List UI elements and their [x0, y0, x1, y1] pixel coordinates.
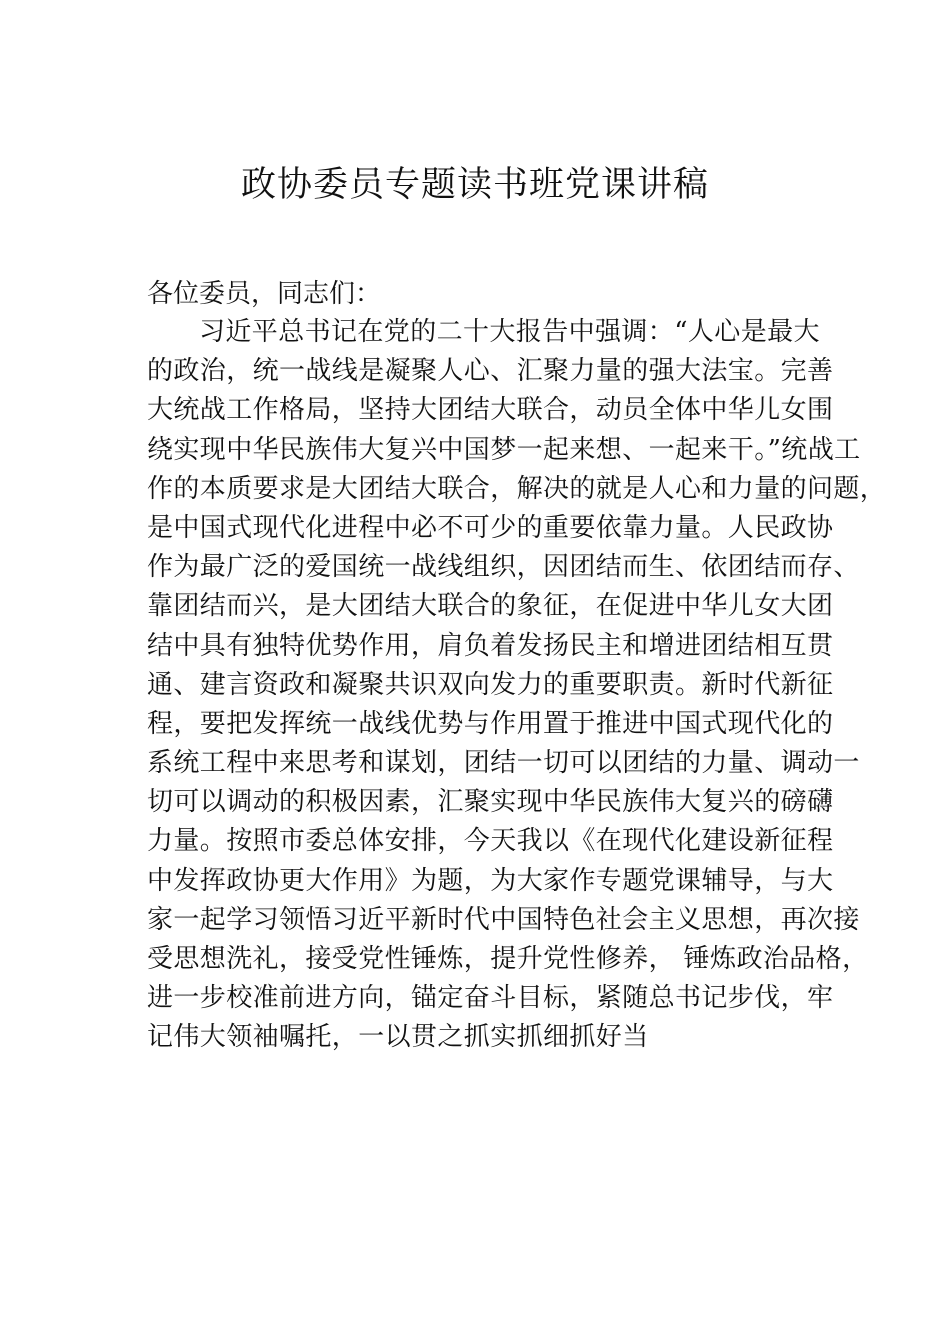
body-line: 绕实现中华民族伟大复兴中国梦一起来想、一起来干。”统战工 [147, 434, 861, 465]
body-line: 结中具有独特优势作用，肩负着发扬民主和增进团结相互贯 [147, 630, 834, 661]
body-line: 靠团结而兴，是大团结大联合的象征，在促进中华儿女大团 [147, 591, 834, 622]
body-line: 切可以调动的积极因素，汇聚实现中华民族伟大复兴的磅礴 [147, 787, 834, 818]
body-line: 习近平总书记在党的二十大报告中强调：“人心是最大 [199, 317, 820, 347]
body-line: 记伟大领袖嘱托，一以贯之抓实抓细抓好当 [147, 1022, 649, 1053]
body-line: 大统战工作格局，坚持大团结大联合，动员全体中华儿女围 [147, 395, 834, 426]
body-line: 进一步校准前进方向，锚定奋斗目标，紧随总书记步伐，牢 [147, 983, 834, 1014]
document-title: 政协委员专题读书班党课讲稿 [240, 165, 709, 205]
body-line: 系统工程中来思考和谋划，团结一切可以团结的力量、调动一 [147, 748, 860, 779]
body-paragraph [147, 313, 887, 1058]
salutation: 各位委员，同志们： [147, 279, 382, 309]
body-line: 家一起学习领悟习近平新时代中国特色社会主义思想，再次接 [147, 904, 860, 935]
body-line: 作的本质要求是大团结大联合，解决的就是人心和力量的问题， [147, 473, 887, 504]
body-line: 的政治，统一战线是凝聚人心、汇聚力量的强大法宝。完善 [147, 356, 834, 387]
body-line: 中发挥政协更大作用》为题，为大家作专题党课辅导，与大 [147, 865, 834, 896]
body-line: 力量。按照市委总体安排，今天我以《在现代化建设新征程 [147, 826, 834, 857]
body-line: 通、建言资政和凝聚共识双向发力的重要职责。新时代新征 [147, 669, 834, 700]
body-line: 程，要把发挥统一战线优势与作用置于推进中国式现代化的 [147, 708, 834, 739]
body-line: 受思想洗礼，接受党性锤炼，提升党性修养， 锤炼政治品格， [147, 944, 869, 974]
body-line: 作为最广泛的爱国统一战线组织，因团结而生、依团结而存、 [147, 552, 860, 583]
body-line: 是中国式现代化进程中必不可少的重要依靠力量。人民政协 [147, 512, 834, 543]
